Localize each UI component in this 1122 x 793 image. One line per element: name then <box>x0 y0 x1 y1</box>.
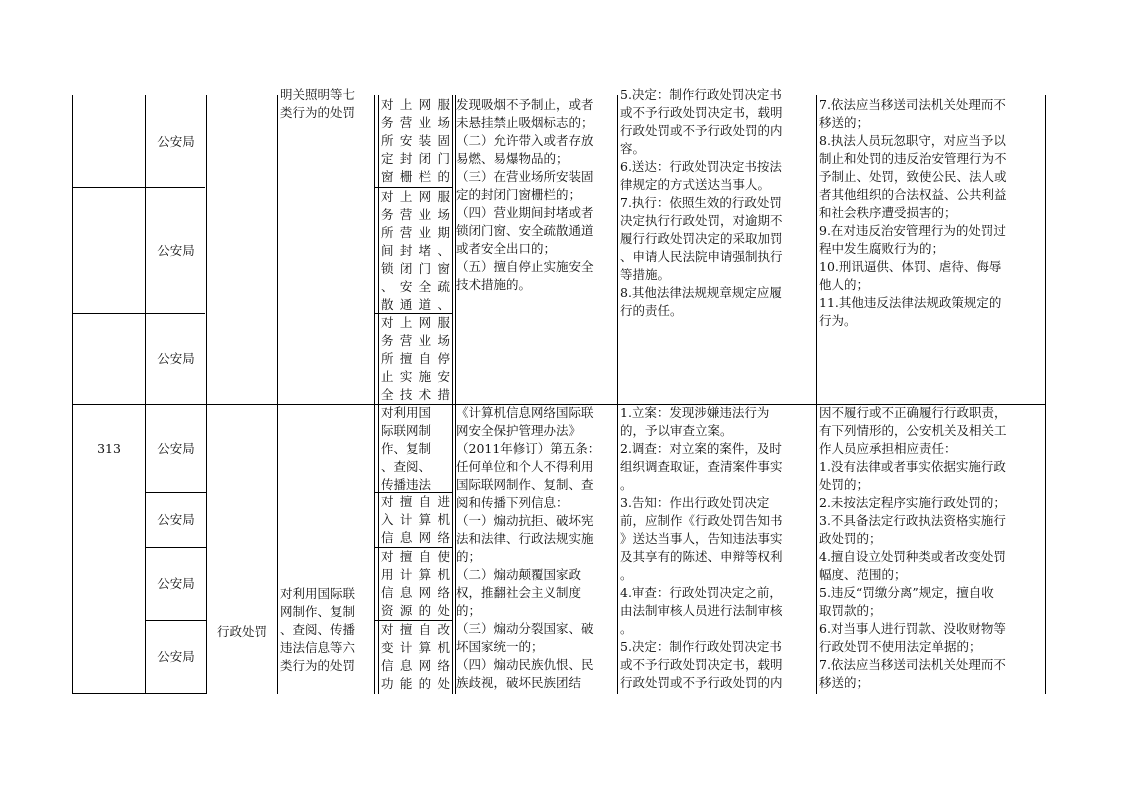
text-line: 他人的； <box>819 277 870 292</box>
table-border-left <box>72 95 73 694</box>
sub-item-line: 所擅自停 <box>381 351 451 366</box>
agency-cell <box>146 548 206 620</box>
text-line: 3.不具备法定行政执法资格实施行 <box>819 513 1006 528</box>
text-line: 技术措施的。 <box>456 277 532 292</box>
sub-item-line: 止实施安 <box>381 369 451 384</box>
text-line: 行政处罚或不予行政处罚的内 <box>620 675 783 690</box>
category-cell <box>280 585 374 680</box>
text-line: 发现吸烟不予制止，或者 <box>456 97 594 112</box>
sub-item-line: 对利用国 <box>381 405 432 420</box>
category-line: 违法信息等六 <box>280 640 356 655</box>
text-line: 坏国家统一的； <box>456 639 544 654</box>
text-line: 10.刑讯逼供、体罚、虐待、侮辱 <box>819 259 1002 274</box>
sub-item-line: 、查阅、 <box>381 459 432 474</box>
text-line: 4.擅自设立处罚种类或者改变处罚 <box>819 549 1006 564</box>
text-line: 或不予行政处罚决定书，载明 <box>620 657 783 672</box>
sub-item-line: 对上网服 <box>381 189 451 204</box>
liability-cell <box>819 404 1044 694</box>
sub-item-cell <box>381 96 451 187</box>
text-line: 定的封闭门窗栅栏的； <box>456 187 582 202</box>
sequence-number: 313 <box>97 441 121 456</box>
table-border-bottom <box>72 693 206 694</box>
sub-item-line: 锁闭门窗 <box>381 261 451 276</box>
text-line: 和社会秩序遭受损害的； <box>819 205 957 220</box>
sub-item-line: 信息网络 <box>381 585 451 600</box>
sub-item-line: 对上网服 <box>381 97 451 112</box>
agency-label: 公安局 <box>157 133 195 149</box>
text-line: 容。 <box>620 141 646 156</box>
text-line: 或不予行政处罚决定书，载明 <box>620 105 783 120</box>
category-line: 类行为的处罚 <box>280 105 356 120</box>
text-line: 锁闭门窗、安全疏散通道 <box>456 223 594 238</box>
text-line: 6.对当事人进行罚款、没收财物等 <box>819 621 1006 636</box>
sub-item-line: 功能的处 <box>381 676 451 691</box>
text-line: 7.执行：依照生效的行政处罚 <box>620 195 782 210</box>
text-line: 易燃、易爆物品的； <box>456 151 569 166</box>
text-line: 阅和传播下列信息： <box>456 495 569 510</box>
sub-item-cell <box>381 621 451 693</box>
liability-cell <box>819 96 1044 404</box>
sub-item-line: 务营业场 <box>381 333 451 348</box>
text-line: 制止和处罚的违反治安管理行为不 <box>819 151 1007 166</box>
agency-label: 公安局 <box>157 351 195 366</box>
agency-label: 公安局 <box>157 242 195 258</box>
agency-cell <box>146 314 206 404</box>
text-line: 的； <box>456 603 482 618</box>
text-line: 履行行政处罚决定的采取加罚 <box>620 231 783 246</box>
text-line: （2011年修订）第五条： <box>456 441 601 456</box>
category-line: 明关照明等七 <box>280 87 356 102</box>
sub-item-line: 对擅自改 <box>381 622 451 637</box>
sub-item-line: 间封堵、 <box>381 243 451 258</box>
table-divider <box>452 95 453 694</box>
text-line: 。 <box>620 621 633 636</box>
process-cell <box>620 404 815 694</box>
text-line: 予制止、处罚，致使公民、法人或 <box>819 169 1007 184</box>
sub-item-line: 信息网络 <box>381 530 451 545</box>
text-line: 3.告知：作出行政处罚决定 <box>620 495 770 510</box>
text-line: 《计算机信息网络国际联 <box>456 405 594 420</box>
text-line: 决定执行行政处罚，对逾期不 <box>620 213 783 228</box>
text-line: 国际联网制作、复制、查 <box>456 477 594 492</box>
text-line: 政处罚的； <box>819 531 882 546</box>
text-line: 组织调查取证，查清案件事实 <box>620 459 783 474</box>
text-line: 处罚的； <box>819 477 870 492</box>
text-line: 5.决定：制作行政处罚决定书 <box>620 639 782 654</box>
agency-label: 公安局 <box>157 440 195 456</box>
text-line: 。 <box>620 477 633 492</box>
text-line: 6.送达：行政处罚决定书按法 <box>620 159 782 174</box>
text-line: 。 <box>620 567 633 582</box>
agency-cell <box>146 96 206 187</box>
sub-item-line: 定封闭门 <box>381 151 451 166</box>
text-line: 有下列情形的，公安机关及相关工 <box>819 423 1007 438</box>
sub-item-line: 信息网络 <box>381 658 451 673</box>
text-line: 由法制审核人员进行法制审核 <box>620 603 783 618</box>
agency-cell <box>146 405 206 492</box>
sub-item-line: 所安装固 <box>381 133 451 148</box>
text-line: 作人员应承担相应责任： <box>819 441 957 456</box>
sub-item-line: 入计算机 <box>381 512 451 527</box>
text-line: （四）营业期间封堵或者 <box>456 205 594 220</box>
text-line: 任何单位和个人不得利用 <box>456 459 594 474</box>
text-line: 2.未按法定程序实施行政处罚的； <box>819 495 1006 510</box>
text-line: （二）煽动颠覆国家政 <box>456 567 582 582</box>
category-line: 、查阅、传播 <box>280 622 356 637</box>
power-type-cell <box>207 621 277 643</box>
text-line: 法和法律、行政法规实施 <box>456 531 594 546</box>
text-line: 幅度、范围的； <box>819 567 907 582</box>
agency-cell <box>146 188 206 313</box>
sub-item-line: 全技术措 <box>381 387 451 402</box>
text-line: 或者安全出口的； <box>456 241 557 256</box>
text-line: 因不履行或不正确履行行政职责， <box>819 405 1007 420</box>
legal-basis-cell <box>456 96 616 404</box>
text-line: （三）煽动分裂国家、破 <box>456 621 594 636</box>
text-line: 程中发生腐败行为的； <box>819 241 945 256</box>
text-line: 5.决定：制作行政处罚决定书 <box>620 87 782 102</box>
text-line: 1.立案：发现涉嫌违法行为 <box>620 405 770 420</box>
table-divider <box>374 95 375 694</box>
text-line: 4.审查：行政处罚决定之前， <box>620 585 782 600</box>
sub-item-line: 对擅自进 <box>381 494 451 509</box>
table-divider <box>378 95 379 694</box>
text-line: 取罚款的； <box>819 603 882 618</box>
sub-item-line: 务营业场 <box>381 207 451 222</box>
sub-item-line: 所营业期 <box>381 225 451 240</box>
text-line: 11.其他违反法律法规政策规定的 <box>819 295 1002 310</box>
sub-item-line: 窗栅栏的 <box>381 169 451 184</box>
text-line: 等措施。 <box>620 267 671 282</box>
agency-cell <box>146 493 206 547</box>
sequence-number-cell <box>73 405 145 493</box>
table-border-right <box>1045 95 1046 694</box>
text-line: 》送达当事人，告知违法事实 <box>620 531 783 546</box>
sub-item-cell <box>381 493 451 547</box>
sub-item-line: 作、复制 <box>381 441 432 456</box>
sub-item-line: 对擅自使 <box>381 549 451 564</box>
sub-item-cell <box>381 314 451 404</box>
text-line: 网安全保护管理办法》 <box>456 423 582 438</box>
text-line: 未悬挂禁止吸烟标志的； <box>456 115 594 130</box>
text-line: 的，予以审查立案。 <box>620 423 733 438</box>
text-line: 行政处罚或不予行政处罚的内 <box>620 123 783 138</box>
sub-item-line: 散通道、 <box>381 297 451 312</box>
text-line: 7.依法应当移送司法机关处理而不 <box>819 97 1006 112</box>
text-line: 及其享有的陈述、申辩等权利 <box>620 549 783 564</box>
table-divider <box>206 95 207 694</box>
sub-item-line: 、安全疏 <box>381 279 451 294</box>
category-line: 网制作、复制 <box>280 604 356 619</box>
sub-item-line: 务营业场 <box>381 115 451 130</box>
sub-item-cell <box>381 188 451 313</box>
text-line: 前，应制作《行政处罚告知书 <box>620 513 783 528</box>
text-line: 权，推翻社会主义制度 <box>456 585 582 600</box>
text-line: （五）擅自停止实施安全 <box>456 259 594 274</box>
text-line: （一）煽动抗拒、破坏宪 <box>456 513 594 528</box>
sub-item-line: 对上网服 <box>381 315 451 330</box>
legal-basis-cell <box>456 404 616 694</box>
sub-item-line: 用计算机 <box>381 567 451 582</box>
text-line: 2.调查：对立案的案件，及时 <box>620 441 782 456</box>
text-line: 的； <box>456 549 482 564</box>
text-line: 、申请人民法院申请强制执行 <box>620 249 783 264</box>
text-line: 5.违反“罚缴分离”规定，擅自收 <box>819 585 994 600</box>
table-divider <box>816 95 817 694</box>
text-line: 移送的； <box>819 675 870 690</box>
text-line: 律规定的方式送达当事人。 <box>620 177 771 192</box>
sub-item-line: 际联网制 <box>381 423 432 438</box>
text-line: 行为。 <box>819 313 857 328</box>
text-line: 行政处罚不使用法定单据的； <box>819 639 982 654</box>
sub-item-cell <box>381 548 451 620</box>
text-line: （二）允许带入或者存放 <box>456 133 594 148</box>
agency-label: 公安局 <box>157 649 195 664</box>
category-line: 对利用国际联 <box>280 586 356 601</box>
text-line: 8.执法人员玩忽职守，对应当予以 <box>819 133 1006 148</box>
text-line: 9.在对违反治安管理行为的处罚过 <box>819 223 1006 238</box>
agency-label: 公安局 <box>157 576 195 591</box>
text-line: 1.没有法律或者事实依据实施行政 <box>819 459 1006 474</box>
text-line: 移送的； <box>819 115 870 130</box>
text-line: （四）煽动民族仇恨、民 <box>456 657 594 672</box>
power-type-label: 行政处罚 <box>216 624 267 639</box>
agency-cell <box>146 621 206 693</box>
process-cell <box>620 86 815 404</box>
sub-item-line: 变计算机 <box>381 640 451 655</box>
table-divider <box>617 95 618 694</box>
category-line: 类行为的处罚 <box>280 658 356 673</box>
text-line: 族歧视，破坏民族团结 <box>456 675 582 690</box>
text-line: （三）在营业场所安装固 <box>456 169 594 184</box>
category-cell <box>280 86 374 136</box>
text-line: 者其他组织的合法权益、公共利益 <box>819 187 1007 202</box>
text-line: 行的责任。 <box>620 303 683 318</box>
text-line: 7.依法应当移送司法机关处理而不 <box>819 657 1006 672</box>
table-divider <box>277 95 278 694</box>
sub-item-cell <box>381 404 451 492</box>
sub-item-line: 传播违法 <box>381 477 432 492</box>
sub-item-line: 资源的处 <box>381 603 451 618</box>
text-line: 8.其他法律法规规章规定应履 <box>620 285 782 300</box>
agency-label: 公安局 <box>157 512 195 527</box>
